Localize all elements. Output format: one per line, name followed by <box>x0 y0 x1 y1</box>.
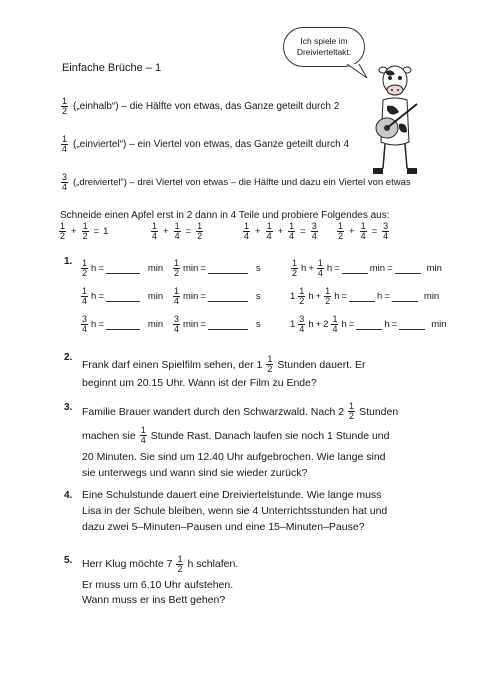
answer-blank[interactable] <box>208 292 248 302</box>
sum-three-quarters: $\frac{1}{4}$ + $\frac{1}{4}$ + $\frac{1}{4}$ = $\frac{3}{4}$ <box>244 221 317 241</box>
fraction: $\frac{1}{2}$ <box>62 96 68 116</box>
sum-half-half: $\frac{1}{2}$ + $\frac{1}{2}$ = 1 <box>60 221 109 241</box>
sum-half-quarter: $\frac{1}{2}$ + $\frac{1}{4}$ = $\frac{3}{4}$ <box>338 221 389 241</box>
answer-blank[interactable] <box>106 264 140 274</box>
answer-blank[interactable] <box>395 264 421 274</box>
answer-blank[interactable] <box>392 292 418 302</box>
speech-bubble <box>283 27 365 67</box>
fraction: $\frac{1}{4}$ <box>62 134 68 154</box>
page-title: Einfache Brüche – 1 <box>62 62 162 74</box>
cow-guitar-illustration <box>365 60 425 178</box>
bubble-line-1: Ich spiele im <box>300 36 348 46</box>
answer-blank[interactable] <box>342 264 368 274</box>
task-5-number: 5. <box>64 555 73 566</box>
task-4-number: 4. <box>64 490 73 501</box>
ex1-row-1: $\frac{1}{2}$ h = min $\frac{1}{2}$ min = s $\frac{1}{2}$ h + $\frac{1}{4}$ h = min = min <box>82 258 442 278</box>
intro-quarter <box>60 135 349 154</box>
ex1-row-3: $\frac{3}{4}$ h = min $\frac{3}{4}$ min = s 1 $\frac{3}{4}$ h + 2 $\frac{1}{4}$ h = h = min <box>82 314 447 334</box>
task-1-number: 1. <box>64 256 73 267</box>
intro-text: („einviertel“) – ein Viertel von etwas, das Ganze geteilt durch 4 <box>73 139 350 150</box>
fraction: $\frac{3}{4}$ <box>62 172 68 192</box>
answer-blank[interactable] <box>399 320 425 330</box>
answer-blank[interactable] <box>356 320 382 330</box>
intro-three-quarters <box>60 173 411 192</box>
answer-blank[interactable] <box>349 292 375 302</box>
intro-text: („dreiviertel“) – drei Viertel von etwas – die Hälfte und dazu ein Viertel von etwas <box>73 177 411 188</box>
answer-blank[interactable] <box>106 320 140 330</box>
bubble-line-2: Dreivierteltakt. <box>296 47 352 57</box>
task-3-text: Familie Brauer wandert durch den Schwarzwald. Nach 2 $\frac{1}{2}$ Stunden machen sie $\frac{1}{4}$ Stunde Rast. Danach laufen sie noch 1 Stunde und 20 Minuten. Sie sind um 12.40 Uhr aufgebrochen. Wie lange sind sie unterwegs und wann sind sie wieder zurück? <box>82 401 399 479</box>
task-2-text: Frank darf einen Spielfilm sehen, der 1 $\frac{1}{2}$ Stunden dauert. Er beginnt um 20.15 Uhr. Wann ist der Film zu Ende? <box>82 354 366 389</box>
ex1-row-2: $\frac{1}{4}$ h = min $\frac{1}{4}$ min = s 1 $\frac{1}{2}$ h + $\frac{1}{2}$ h = h = min <box>82 286 440 306</box>
task-3-number: 3. <box>64 402 73 413</box>
instruction: Schneide einen Apfel erst in 2 dann in 4 Teile und probiere Folgendes aus: <box>60 210 390 221</box>
answer-blank[interactable] <box>208 264 248 274</box>
sum-quarter-quarter: $\frac{1}{4}$ + $\frac{1}{4}$ = $\frac{1}{2}$ <box>152 221 203 241</box>
intro-text: („einhalb“) – die Hälfte von etwas, das Ganze geteilt durch 2 <box>73 101 340 112</box>
intro-half <box>60 97 339 116</box>
task-4-text: Eine Schulstunde dauert eine Dreiviertelstunde. Wie lange muss Lisa in der Schule bleiben, wenn sie 4 Unterrichtsstunden hat und dazu zwei 5–Minuten–Pausen und eine 15–Minuten–Pause? <box>82 489 388 533</box>
task-5-text: Herr Klug möchte 7 $\frac{1}{2}$ h schlafen. Er muss um 6.10 Uhr aufstehen. Wann muss er ins Bett gehen? <box>82 554 239 606</box>
task-2-number: 2. <box>64 352 73 363</box>
answer-blank[interactable] <box>106 292 140 302</box>
answer-blank[interactable] <box>208 320 248 330</box>
